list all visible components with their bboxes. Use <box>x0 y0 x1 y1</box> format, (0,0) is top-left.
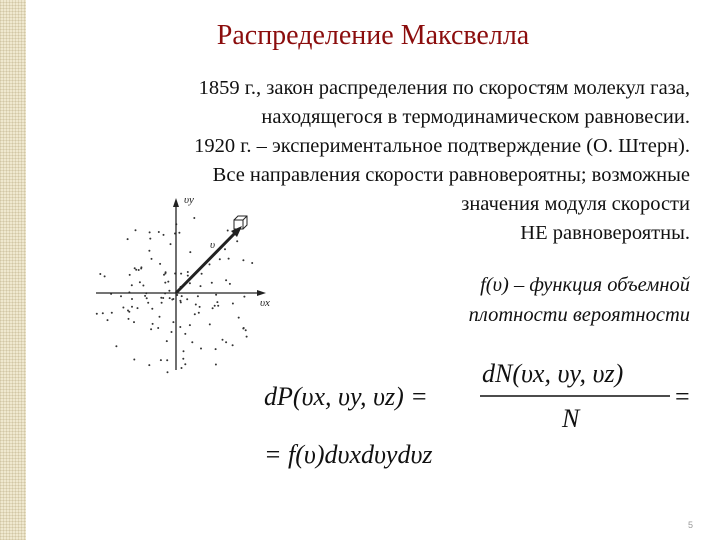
molecule-dot <box>243 327 245 329</box>
molecule-dot <box>193 217 195 219</box>
molecule-dot <box>128 311 130 313</box>
molecule-dot <box>162 297 164 299</box>
molecule-dot <box>243 296 245 298</box>
molecule-dot <box>151 258 153 260</box>
definition-line-2: плотности вероятности <box>468 304 690 326</box>
formula-rhs: = f(υ)dυxdυydυz <box>264 440 433 469</box>
molecule-dot <box>129 274 131 276</box>
horizontal-axis-arrow <box>257 290 266 296</box>
molecule-dot <box>189 251 191 253</box>
probability-density-definition <box>380 270 690 330</box>
molecule-dot <box>169 297 171 299</box>
molecule-dot <box>216 301 218 303</box>
molecule-dot <box>200 348 202 350</box>
molecule-dot <box>147 302 149 304</box>
formula-numerator: dN(υx, υy, υz) <box>482 359 624 388</box>
slide-title: Распределение Максвелла <box>216 20 530 51</box>
molecule-dot <box>149 238 151 240</box>
molecule-dot <box>191 341 193 343</box>
molecule-dot <box>198 312 200 314</box>
molecule-dot <box>197 295 199 297</box>
molecule-dot <box>199 306 201 308</box>
molecule-dot <box>150 328 152 330</box>
molecule-dot <box>209 263 211 265</box>
molecule-dot <box>166 359 168 361</box>
molecule-dot <box>164 282 166 284</box>
molecule-dot <box>187 275 189 277</box>
molecule-dot <box>227 230 229 232</box>
molecule-dot <box>238 317 240 319</box>
molecule-dot <box>179 300 181 302</box>
molecule-dot <box>246 336 248 338</box>
molecule-dot <box>178 232 180 234</box>
molecule-dot <box>148 364 150 366</box>
molecule-dot <box>135 269 137 271</box>
molecule-dot <box>171 331 173 333</box>
molecule-dot <box>151 308 153 310</box>
molecule-dot <box>200 285 202 287</box>
molecule-dot <box>159 316 161 318</box>
molecule-dot <box>215 348 217 350</box>
molecule-dot <box>195 304 197 306</box>
vector-label: υ <box>210 239 216 251</box>
molecule-dot <box>163 234 165 236</box>
molecule-dot <box>171 299 173 301</box>
decorative-side-strip <box>0 0 26 540</box>
formula-lhs: dP(υx, υy, υz) = <box>264 382 428 411</box>
velocity-space-diagram <box>92 190 292 380</box>
molecule-dot <box>165 271 167 273</box>
molecule-dot <box>232 303 234 305</box>
molecule-dot <box>131 298 133 300</box>
molecule-dot <box>189 282 191 284</box>
molecule-dot <box>215 364 217 366</box>
molecule-dot <box>181 295 183 297</box>
molecule-dot <box>187 271 189 273</box>
molecule-dot <box>134 267 136 269</box>
molecule-dot <box>183 350 185 352</box>
molecule-dot <box>215 294 217 296</box>
molecule-dot <box>142 285 144 287</box>
page-number: 5 <box>688 520 694 530</box>
formula-denominator: N <box>562 404 580 433</box>
definition-line-1: f(υ) – функция объемной <box>480 274 690 296</box>
molecule-dot <box>172 321 174 323</box>
molecule-dot <box>160 359 162 361</box>
axis-x-label: υx <box>260 297 270 309</box>
molecule-dot <box>170 243 172 245</box>
molecule-dot <box>251 262 253 264</box>
molecule-dot <box>157 327 159 329</box>
molecule-dot <box>163 274 165 276</box>
formula-trailing-equals: = <box>675 382 690 411</box>
text-line-6: НЕ равновероятны. <box>520 222 690 244</box>
molecule-dot <box>137 307 139 309</box>
molecule-dot <box>138 269 140 271</box>
velocity-vector <box>176 231 237 293</box>
molecule-dot <box>159 263 161 265</box>
molecule-dot <box>158 231 160 233</box>
text-line-2: находящегося в термодинамическом равновесии. <box>261 106 690 128</box>
text-line-4: Все направления скорости равновероятны; возможные <box>212 164 690 186</box>
molecule-dot <box>167 371 169 373</box>
molecule-dot <box>245 329 247 331</box>
molecule-dot <box>111 312 113 314</box>
molecule-dot <box>133 359 135 361</box>
molecule-dot <box>194 313 196 315</box>
vertical-axis-arrow <box>173 198 179 207</box>
molecule-dot <box>149 231 151 233</box>
molecule-dot <box>224 248 226 250</box>
molecule-dot <box>219 258 221 260</box>
molecule-dot <box>167 281 169 283</box>
molecule-dot <box>146 297 148 299</box>
molecule-dot <box>222 339 224 341</box>
molecule-dot <box>214 305 216 307</box>
molecule-dot <box>180 301 182 303</box>
maxwell-formula <box>262 355 702 480</box>
molecule-dot <box>228 258 230 260</box>
molecule-dot <box>184 333 186 335</box>
molecule-dot <box>236 240 238 242</box>
molecule-dot <box>122 307 124 309</box>
molecule-dot <box>127 238 129 240</box>
molecule-dot <box>168 290 170 292</box>
molecule-dot <box>131 306 133 308</box>
molecule-dot <box>182 358 184 360</box>
molecule-dot <box>209 323 211 325</box>
molecule-dot <box>140 268 142 270</box>
molecule-dot <box>166 340 168 342</box>
molecule-dot <box>152 323 154 325</box>
molecule-dot <box>99 273 101 275</box>
axis-y-label: υy <box>184 194 194 206</box>
molecule-dot <box>225 279 227 281</box>
molecule-dot <box>139 281 141 283</box>
molecule-dot <box>201 273 203 275</box>
molecule-dot <box>186 298 188 300</box>
molecule-dot <box>96 313 98 315</box>
molecule-dot <box>161 302 163 304</box>
molecule-dot <box>120 295 122 297</box>
molecule-dot <box>217 305 219 307</box>
molecule-dot <box>160 297 162 299</box>
molecule-dot <box>148 250 150 252</box>
text-line-1: 1859 г., закон распределения по скоростям молекул газа, <box>198 77 690 99</box>
molecule-dot <box>115 345 117 347</box>
molecule-dot <box>135 229 137 231</box>
molecule-dot <box>131 284 133 286</box>
molecule-dot <box>189 324 191 326</box>
molecule-dot <box>229 283 231 285</box>
molecule-dot <box>144 295 146 297</box>
molecule-dot <box>102 312 104 314</box>
molecule-dot <box>211 282 213 284</box>
molecule-dot <box>128 318 130 320</box>
text-line-3: 1920 г. – экспериментальное подтверждение (О. Штерн). <box>194 135 690 157</box>
molecule-dot <box>107 319 109 321</box>
molecule-dot <box>181 367 183 369</box>
molecule-dot <box>212 307 214 309</box>
molecule-dot <box>242 259 244 261</box>
molecule-dot <box>180 273 182 275</box>
molecule-dot <box>225 341 227 343</box>
molecule-dot <box>104 275 106 277</box>
molecule-dot <box>133 321 135 323</box>
molecule-dot <box>184 363 186 365</box>
molecule-dot <box>179 326 181 328</box>
molecule-dot <box>232 344 234 346</box>
text-line-5: значения модуля скорости <box>461 193 690 215</box>
